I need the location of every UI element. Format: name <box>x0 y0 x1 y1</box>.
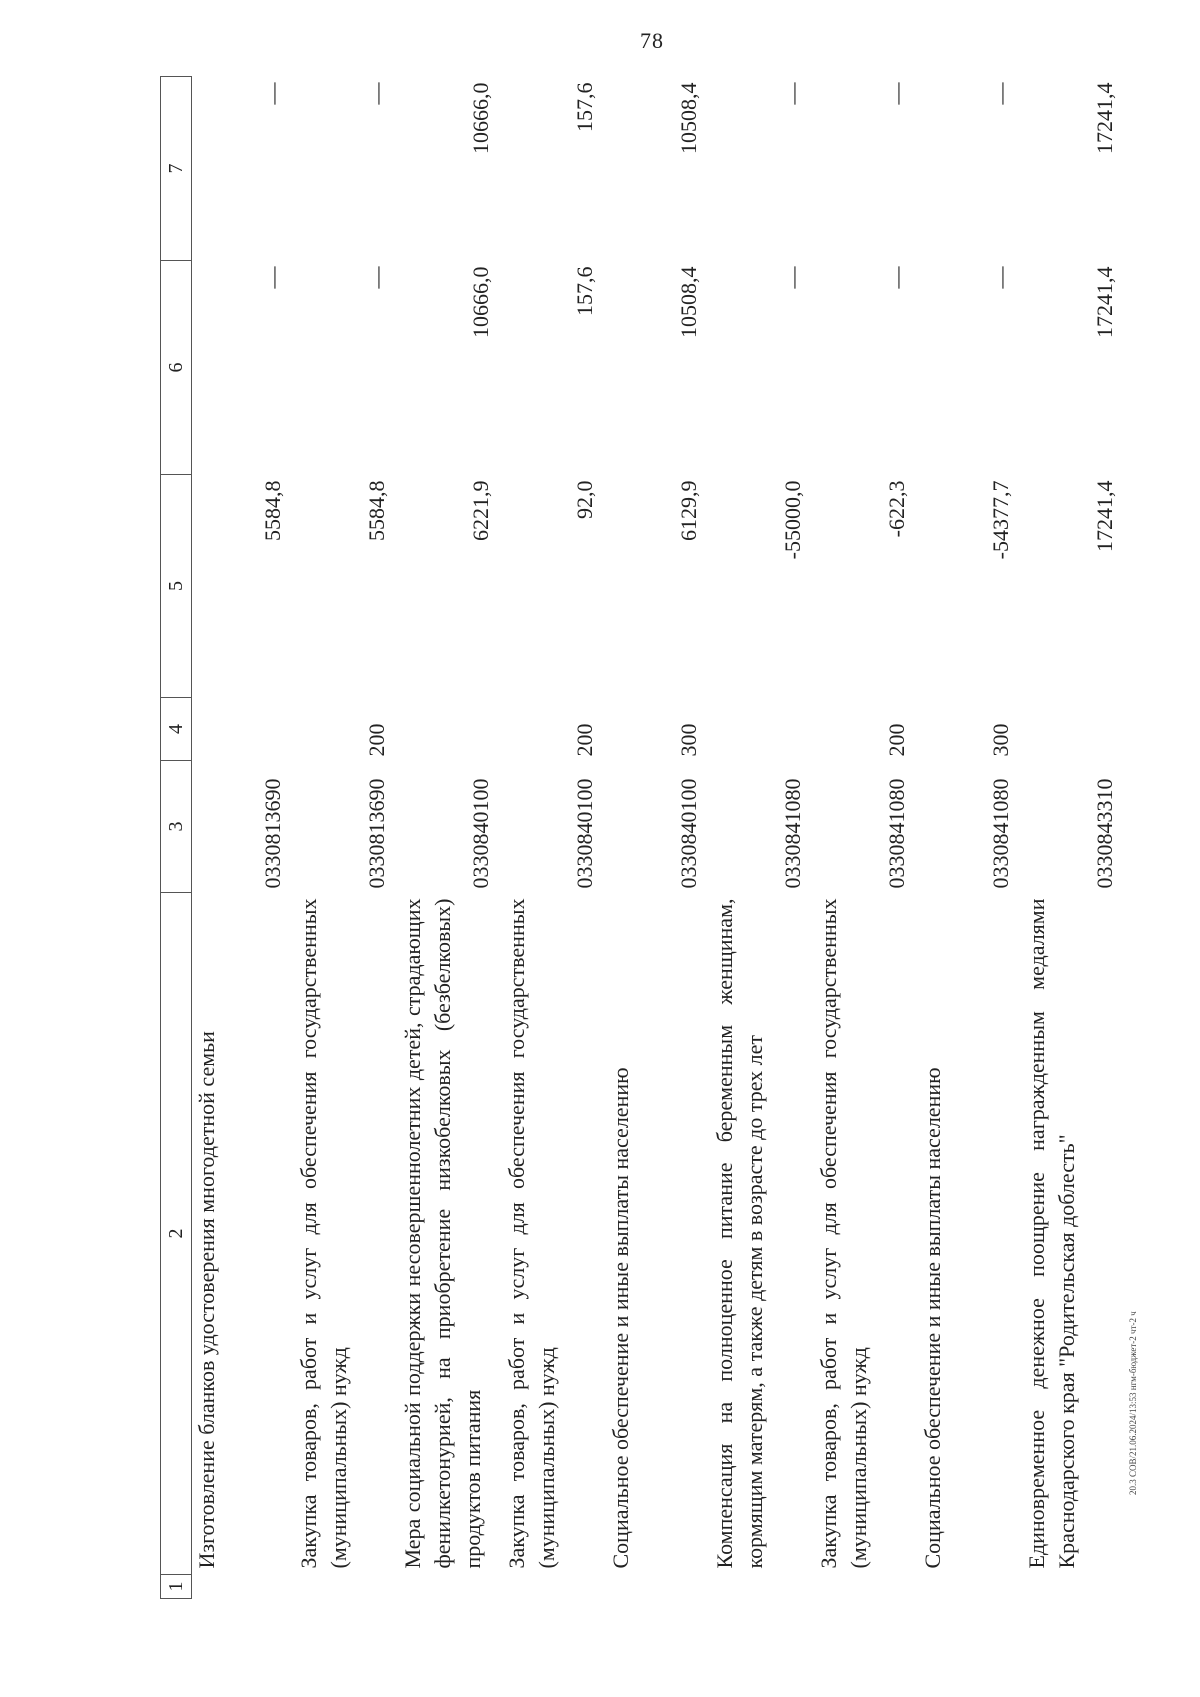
row-value-col5: -54377,7 <box>988 480 1013 560</box>
row-value-col6: — <box>364 266 389 289</box>
table-row <box>710 77 814 1599</box>
row-value-col6: — <box>260 266 285 289</box>
header-col-7: 7 <box>161 77 192 261</box>
row-value-col5: -55000,0 <box>780 480 805 560</box>
page-number: 78 <box>640 28 664 53</box>
row-col1-cell <box>192 1575 295 1599</box>
rotated-table-container <box>160 77 1117 1599</box>
row-vr-cell: 300 <box>676 723 701 757</box>
row-value-col7: — <box>884 82 909 105</box>
row-vr-cell: 200 <box>364 723 389 757</box>
row-value-col5: 6129,9 <box>676 480 701 541</box>
row-name-cell: Изготовление бланков удостоверения многодетной семьи <box>194 1031 219 1569</box>
row-value-col7: — <box>988 82 1013 105</box>
row-value-col7: 17241,4 <box>1092 82 1117 154</box>
row-col1-cell <box>294 1575 398 1599</box>
row-value-col5: 17241,4 <box>1092 480 1117 552</box>
row-value-col5: 6221,9 <box>468 480 493 541</box>
row-col1-cell <box>1022 1575 1126 1599</box>
row-vr-cell: 200 <box>884 723 909 757</box>
row-name-cell: Компенсация на полноценное питание беременным женщинам, кормящим матерям, а также детям в возрасте до трех лет <box>712 898 767 1569</box>
row-name-cell: Мера социальной поддержки несовершеннолетних детей, страдающих фенилкетонурией, на приобретение низкобелковых (безбелковых) продуктов питания <box>400 898 485 1569</box>
row-value-col7: — <box>260 82 285 105</box>
table-row <box>502 77 606 1599</box>
row-value-col6: 10508,4 <box>676 266 701 338</box>
row-value-col6: — <box>884 266 909 289</box>
table-row <box>294 77 398 1599</box>
row-value-col7: 10508,4 <box>676 82 701 154</box>
row-value-col5: -622,3 <box>884 480 909 538</box>
footer-stamp: 20.3 СОВ/21.06.2024/13:53 нгм-бюджет-2 чт-2 ч <box>1128 1311 1138 1495</box>
row-vr-cell <box>192 698 295 761</box>
row-name-cell: Закупка товаров, работ и услуг для обеспечения государственных (муниципальных) нужд <box>504 898 559 1569</box>
row-code-cell: 0330840100 <box>572 778 597 889</box>
row-col1-cell <box>502 1575 606 1599</box>
row-vr-cell: 200 <box>572 723 597 757</box>
row-value-col5: 92,0 <box>572 480 597 519</box>
row-vr-cell <box>1022 698 1126 761</box>
row-name-cell: Закупка товаров, работ и услуг для обеспечения государственных (муниципальных) нужд <box>816 898 871 1569</box>
row-value-col6: 10666,0 <box>468 266 493 338</box>
row-value-col6: — <box>988 266 1013 289</box>
header-col-5: 5 <box>161 475 192 698</box>
row-value-col6: 17241,4 <box>1092 266 1117 338</box>
table-row <box>918 77 1022 1599</box>
row-col1-cell <box>918 1575 1022 1599</box>
row-vr-cell <box>398 698 502 761</box>
row-code-cell: 0330841080 <box>884 778 909 889</box>
table-body <box>192 77 1127 1599</box>
table-row <box>814 77 918 1599</box>
row-code-cell: 0330840100 <box>468 778 493 889</box>
table-row <box>1022 77 1126 1599</box>
row-value-col7: — <box>364 82 389 105</box>
table-row <box>606 77 710 1599</box>
row-value-col6: 157,6 <box>572 266 597 316</box>
row-name-cell: Единовременное денежное поощрение награжденным медалями Краснодарского края "Родительская доблесть" <box>1024 898 1079 1569</box>
row-value-col7: 157,6 <box>572 82 597 132</box>
table-row <box>398 77 502 1599</box>
row-vr-cell: 300 <box>988 723 1013 757</box>
header-col-1: 1 <box>161 1575 192 1599</box>
table-header <box>161 77 192 1599</box>
row-name-cell: Социальное обеспечение и иные выплаты населению <box>920 1067 945 1569</box>
row-col1-cell <box>398 1575 502 1599</box>
row-code-cell: 0330813690 <box>260 778 285 889</box>
row-vr-cell <box>710 698 814 761</box>
row-value-col7: 10666,0 <box>468 82 493 154</box>
row-code-cell: 0330813690 <box>364 778 389 889</box>
row-code-cell: 0330840100 <box>676 778 701 889</box>
table-row <box>192 77 295 1599</box>
row-code-cell: 0330841080 <box>780 778 805 889</box>
row-value-col6: — <box>780 266 805 289</box>
row-value-col5: 5584,8 <box>260 480 285 541</box>
row-name-cell: Закупка товаров, работ и услуг для обеспечения государственных (муниципальных) нужд <box>296 898 351 1569</box>
header-col-4: 4 <box>161 698 192 761</box>
row-code-cell: 0330843310 <box>1092 778 1117 889</box>
row-value-col5: 5584,8 <box>364 480 389 541</box>
header-col-3: 3 <box>161 761 192 893</box>
row-col1-cell <box>606 1575 710 1599</box>
row-value-col7: — <box>780 82 805 105</box>
header-col-6: 6 <box>161 261 192 475</box>
row-name-cell: Социальное обеспечение и иные выплаты населению <box>608 1067 633 1569</box>
row-col1-cell <box>814 1575 918 1599</box>
header-col-2: 2 <box>161 893 192 1575</box>
row-col1-cell <box>710 1575 814 1599</box>
row-code-cell: 0330841080 <box>988 778 1013 889</box>
budget-table <box>160 76 1126 1599</box>
